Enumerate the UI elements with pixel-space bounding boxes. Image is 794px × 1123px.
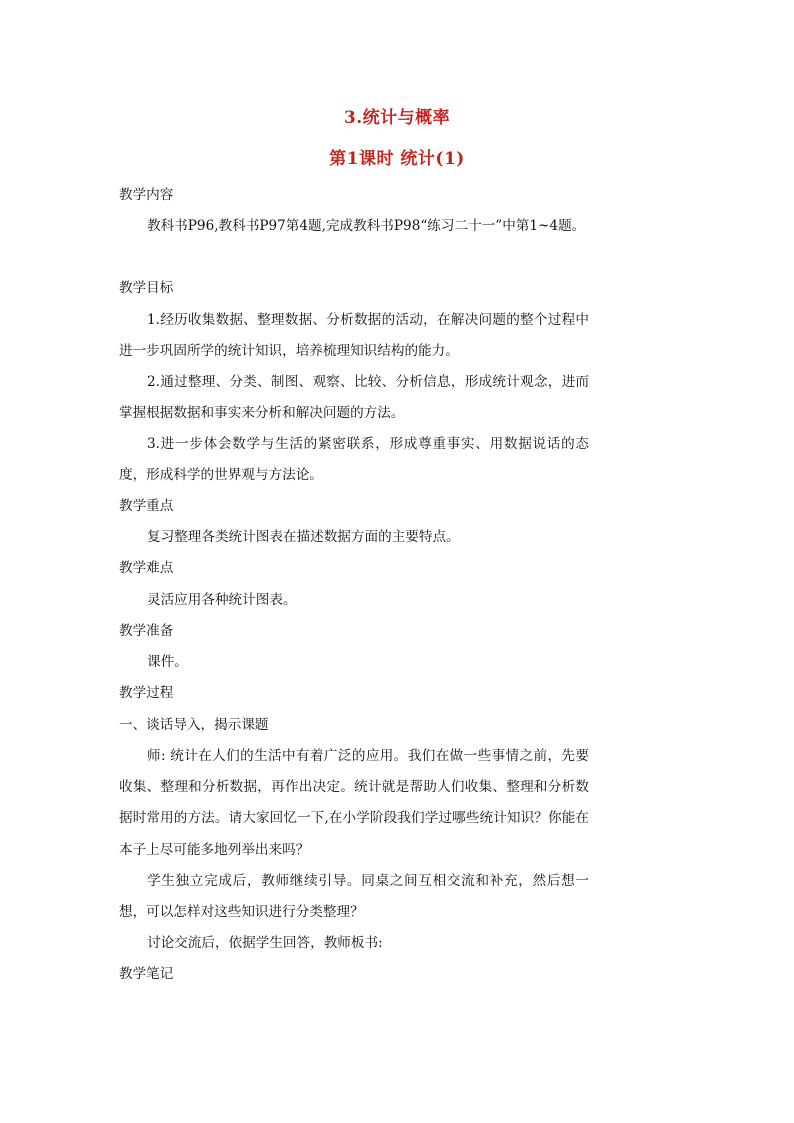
step-1-heading: 一、谈话导入，揭示课题: [119, 717, 269, 733]
goal-paragraph-3: 3.进一步体会数学与生活的紧密联系，形成尊重事实、用数据说话的态度，形成科学的世界观与方法论。: [119, 436, 589, 484]
preparation-paragraph: 课件。: [147, 654, 188, 670]
section-heading-goals: 教学目标: [119, 280, 174, 296]
section-heading-process: 教学过程: [119, 685, 174, 701]
section-heading-key-points: 教学重点: [119, 498, 174, 514]
goal-paragraph-1: 1.经历收集数据、整理数据、分析数据的活动，在解决问题的整个过程中进一步巩固所学的统计知识，培养梳理知识结构的能力。: [119, 312, 589, 360]
goal-paragraph-2: 2.通过整理、分类、制图、观察、比较、分析信息，形成统计观念，进而掌握根据数据和事实来分析和解决问题的方法。: [119, 374, 589, 422]
document-title: 3.统计与概率: [343, 108, 451, 128]
key-points-paragraph: 复习整理各类统计图表在描述数据方面的主要特点。: [147, 529, 460, 545]
lesson-subtitle: 第1课时 统计(1): [329, 149, 465, 169]
process-paragraph-1: 师: 统计在人们的生活中有着广泛的应用。我们在做一些事情之前，先要收集、整理和分析数据，再作出决定。统计就是帮助人们收集、整理和分析数据时常用的方法。请大家回忆一下,在小学阶段我们学过哪些统计知识？你能在本子上尽可能多地列举出来吗？: [119, 748, 589, 858]
section-heading-notes: 教学笔记: [119, 966, 174, 982]
section-heading-preparation: 教学准备: [119, 623, 174, 639]
section-heading-difficulties: 教学难点: [119, 560, 174, 576]
section-heading-content: 教学内容: [119, 187, 174, 203]
content-paragraph: 教科书P96,教科书P97第4题,完成教科书P98“练习二十一”中第1~4题。: [147, 218, 586, 234]
process-paragraph-3: 讨论交流后，依据学生回答，教师板书:: [147, 935, 383, 951]
difficulties-paragraph: 灵活应用各种统计图表。: [147, 592, 297, 608]
process-paragraph-2: 学生独立完成后，教师继续引导。同桌之间互相交流和补充，然后想一想，可以怎样对这些知识进行分类整理？: [119, 873, 589, 921]
